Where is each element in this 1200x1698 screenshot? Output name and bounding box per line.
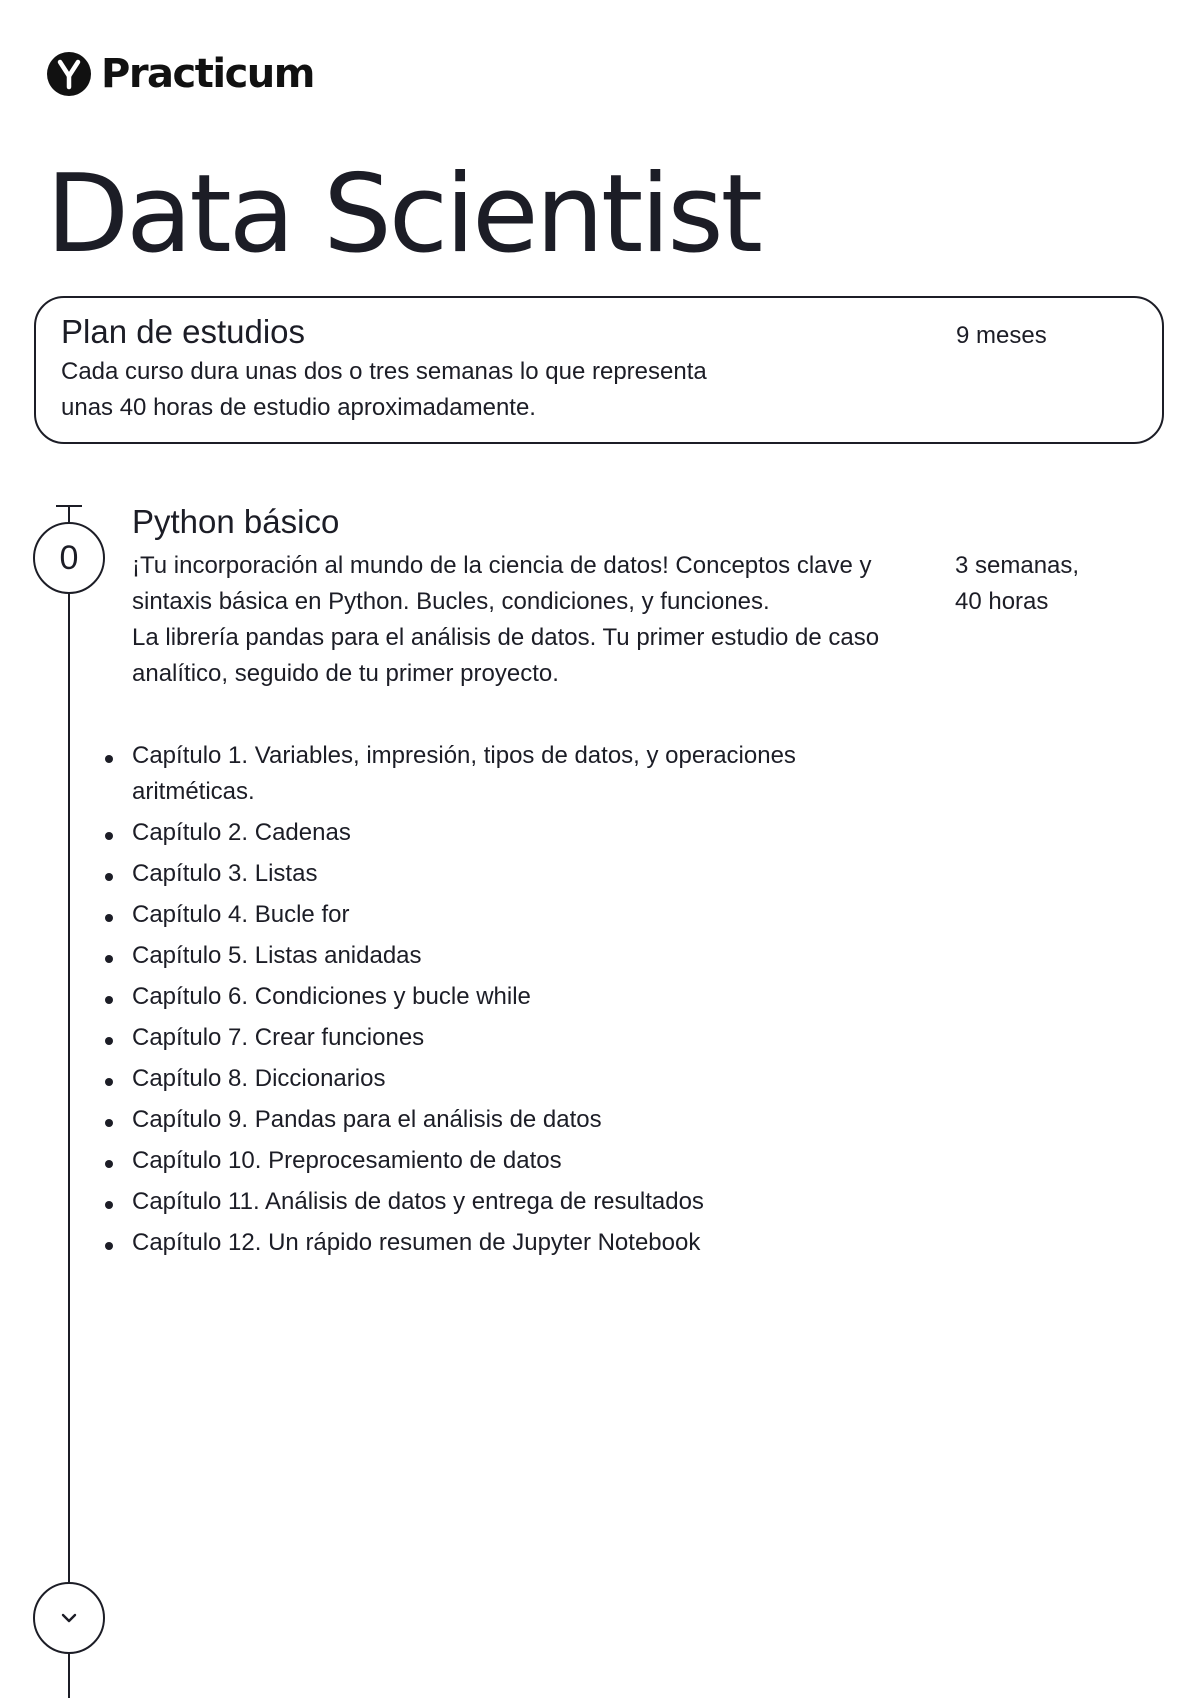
module-duration-hours: 40 horas <box>955 588 1049 615</box>
chapter-item: Capítulo 9. Pandas para el análisis de datos <box>132 1102 892 1138</box>
chapter-item: Capítulo 3. Listas <box>132 856 892 892</box>
chapter-item: Capítulo 1. Variables, impresión, tipos de datos, y operaciones aritméticas. <box>132 738 892 810</box>
plan-description-line: unas 40 horas de estudio aproximadamente. <box>61 394 536 421</box>
chapter-item: Capítulo 5. Listas anidadas <box>132 938 892 974</box>
plan-title: Plan de estudios <box>61 313 306 350</box>
chapter-item: Capítulo 2. Cadenas <box>132 815 892 851</box>
module-description-paragraph: ¡Tu incorporación al mundo de la ciencia de datos! Conceptos clave y sintaxis básica en Python. Bucles, condiciones, y funciones. <box>132 552 872 615</box>
study-plan-card <box>34 296 1164 444</box>
plan-description <box>61 354 821 426</box>
chapter-item: Capítulo 7. Crear funciones <box>132 1020 892 1056</box>
module-number-badge <box>33 522 105 594</box>
module-title: Python básico <box>132 503 340 540</box>
chapter-item: Capítulo 11. Análisis de datos y entrega de resultados <box>132 1184 892 1220</box>
module-number: 0 <box>59 538 79 577</box>
module-duration <box>955 548 1079 620</box>
chapter-item: Capítulo 6. Condiciones y bucle while <box>132 979 892 1015</box>
module-duration-weeks: 3 semanas, <box>955 552 1080 579</box>
practicum-logo <box>47 51 314 97</box>
chapter-item: Capítulo 12. Un rápido resumen de Jupyter Notebook <box>132 1225 892 1261</box>
timeline-continue-marker <box>33 1582 105 1654</box>
brand-name: Practicum <box>101 51 314 97</box>
plan-duration: 9 meses <box>956 322 1047 349</box>
chapter-list <box>132 738 892 1266</box>
plan-description-line: Cada curso dura unas dos o tres semanas lo que representa <box>61 358 707 385</box>
timeline-line <box>68 506 70 1698</box>
chapter-item: Capítulo 4. Bucle for <box>132 897 892 933</box>
chevron-down-icon <box>58 1611 80 1625</box>
page-title: Data Scientist <box>46 152 760 277</box>
module-description-paragraph: La librería pandas para el análisis de datos. Tu primer estudio de caso analítico, seguido de tu primer proyecto. <box>132 624 880 687</box>
chapter-item: Capítulo 8. Diccionarios <box>132 1061 892 1097</box>
chapter-item: Capítulo 10. Preprocesamiento de datos <box>132 1143 892 1179</box>
yandex-y-logo-icon <box>47 52 91 96</box>
module-description <box>132 548 922 692</box>
